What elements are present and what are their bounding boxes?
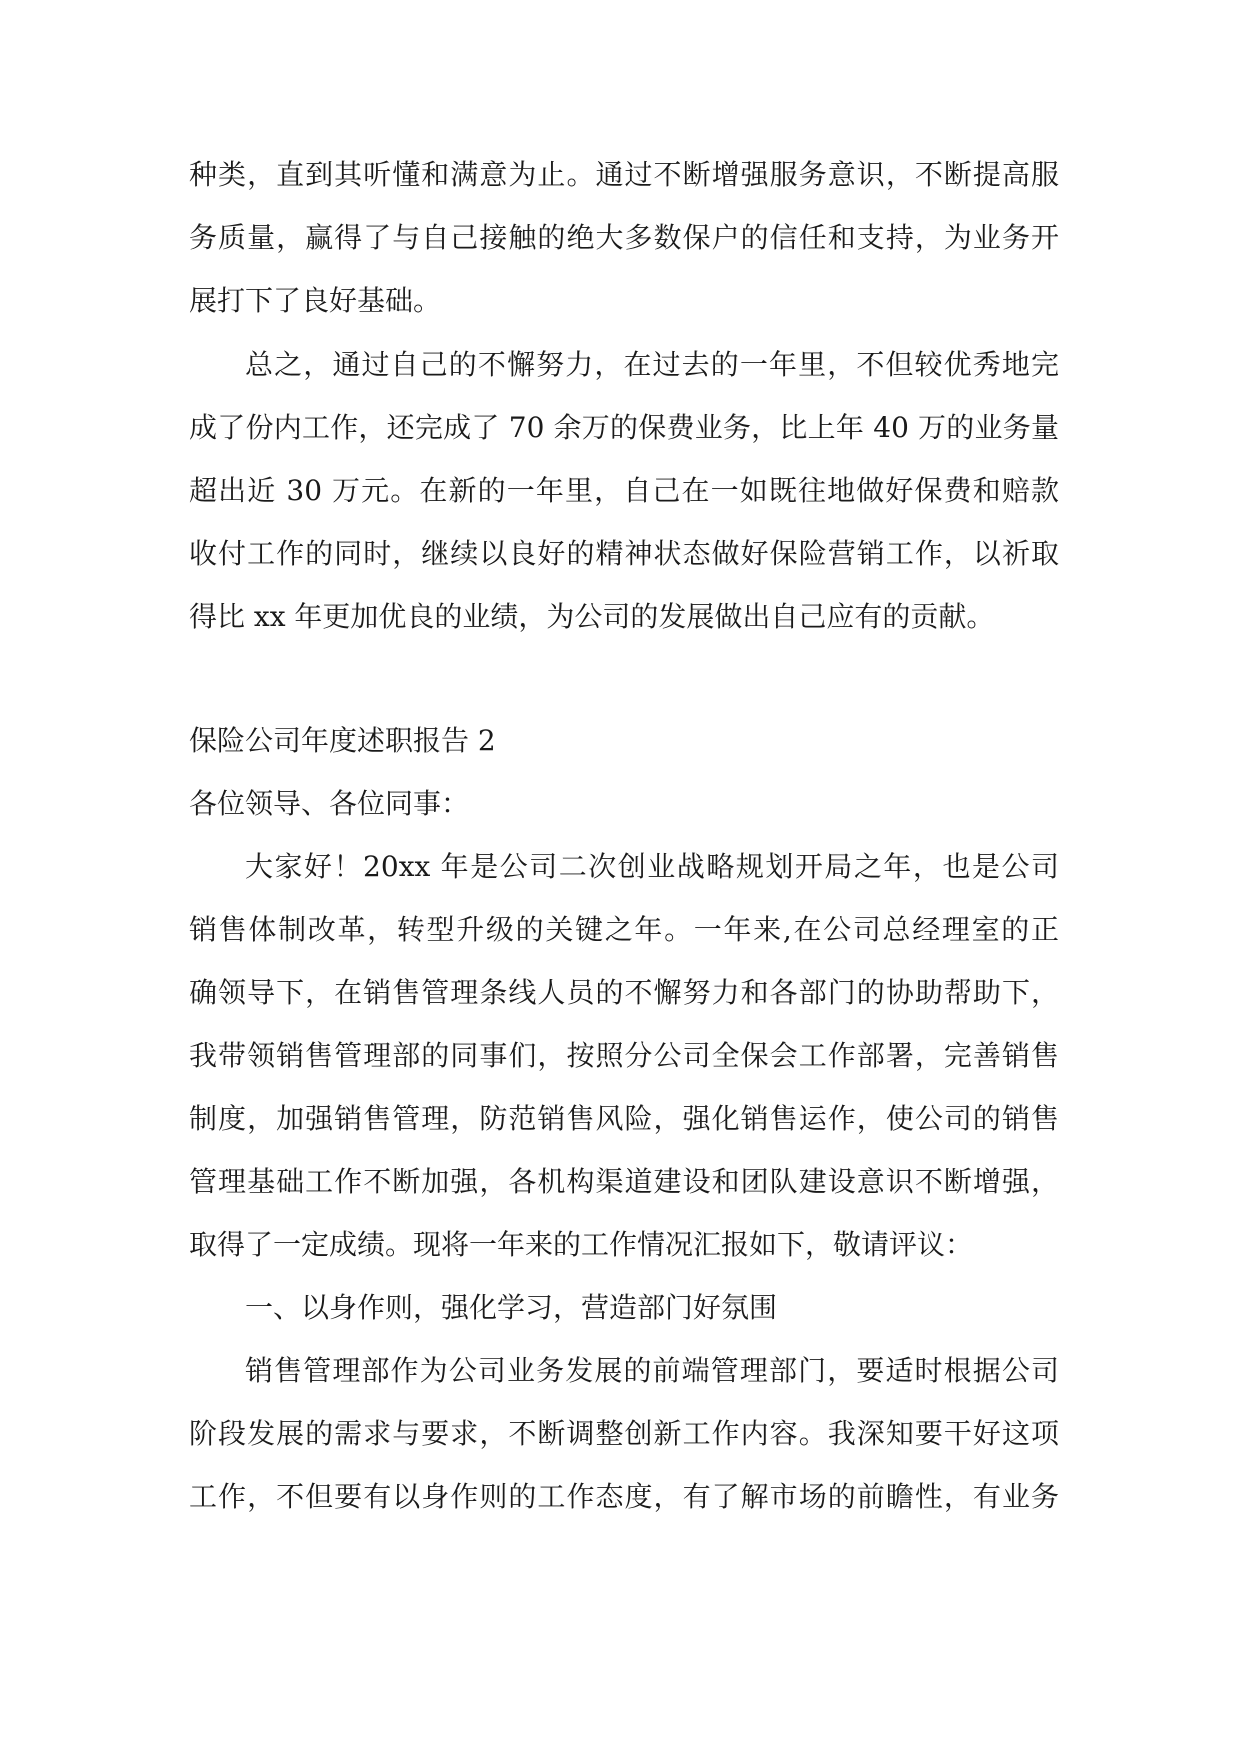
text-line: 超出近 30 万元。在新的一年里，自己在一如既往地做好保费和赔款 <box>189 474 1059 507</box>
text-line: 工作，不但要有以身作则的工作态度，有了解市场的前瞻性，有业务 <box>189 1480 1059 1513</box>
text-line: 得比 xx 年更加优良的业绩，为公司的发展做出自己应有的贡献。 <box>189 600 995 633</box>
text-line: 大家好！20xx 年是公司二次创业战略规划开局之年，也是公司 <box>245 850 1059 883</box>
text-line: 管理基础工作不断加强，各机构渠道建设和团队建设意识不断增强， <box>189 1165 1059 1198</box>
text-line: 确领导下，在销售管理条线人员的不懈努力和各部门的协助帮助下， <box>189 976 1059 1009</box>
text-line: 销售管理部作为公司业务发展的前端管理部门，要适时根据公司 <box>245 1354 1059 1387</box>
text-line: 成了份内工作，还完成了 70 余万的保费业务，比上年 40 万的业务量 <box>189 411 1059 444</box>
text-line: 种类，直到其听懂和满意为止。通过不断增强服务意识，不断提高服 <box>189 158 1059 191</box>
document-body <box>189 155 1059 1517</box>
text-line: 收付工作的同时，继续以良好的精神状态做好保险营销工作，以祈取 <box>189 537 1059 570</box>
text-line: 我带领销售管理部的同事们，按照分公司全保会工作部署，完善销售 <box>189 1039 1059 1072</box>
paragraph-service <box>189 155 1059 321</box>
text-line: 务质量，赢得了与自己接触的绝大多数保户的信任和支持，为业务开 <box>189 221 1059 254</box>
paragraph-intro <box>189 847 1059 1265</box>
heading-1: 一、以身作则，强化学习，营造部门好氛围 <box>245 1291 778 1324</box>
text-line: 制度，加强销售管理，防范销售风险，强化销售运作，使公司的销售 <box>189 1102 1059 1135</box>
paragraph-summary <box>189 345 1059 637</box>
greeting: 各位领导、各位同事： <box>189 787 470 820</box>
text-line: 展打下了良好基础。 <box>189 284 442 317</box>
text-line: 取得了一定成绩。现将一年来的工作情况汇报如下，敬请评议： <box>189 1228 974 1261</box>
section-title: 保险公司年度述职报告 2 <box>189 724 496 757</box>
text-line: 销售体制改革，转型升级的关键之年。一年来,在公司总经理室的正 <box>189 913 1059 946</box>
text-line: 总之，通过自己的不懈努力，在过去的一年里，不但较优秀地完 <box>245 348 1059 381</box>
paragraph-sales-dept <box>189 1351 1059 1517</box>
text-line: 阶段发展的需求与要求，不断调整创新工作内容。我深知要干好这项 <box>189 1417 1059 1450</box>
